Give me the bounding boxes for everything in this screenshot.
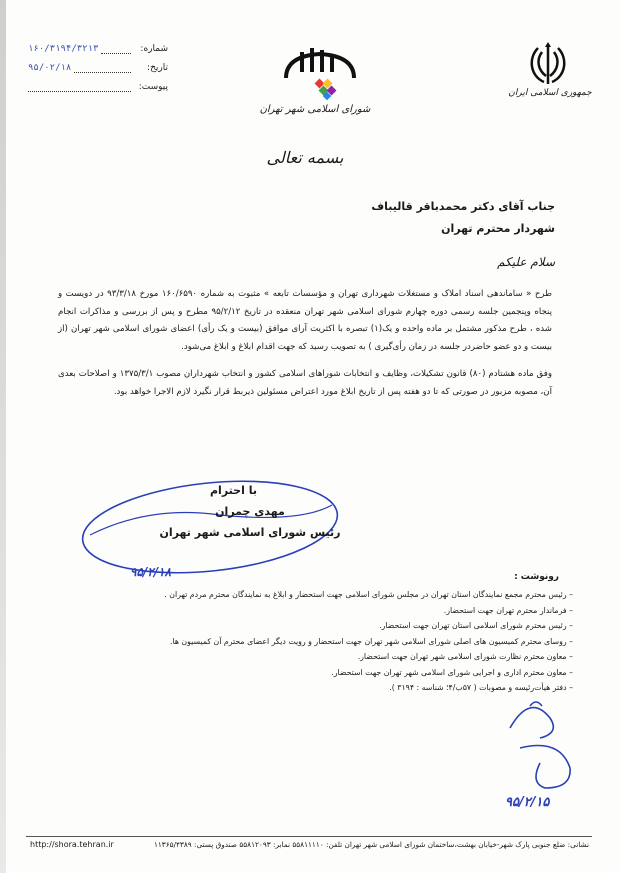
cc-item: – رئیس محترم شورای اسلامی استان تهران جهت استحضار.: [93, 618, 573, 634]
greeting: سلام علیکم: [497, 255, 555, 269]
cc-title: رونوشت :: [514, 572, 559, 582]
ref-number-row: [28, 40, 168, 59]
cc-item: – روسای محترم کمیسیون های اصلی شورای اسلامی شهر تهران جهت استحضار و رویت دیگر اعضای محترم آن کمیسیون ها.: [93, 634, 573, 650]
letter-body: [58, 286, 552, 411]
ref-date-value: ۹۵/۰۲/۱۸: [28, 63, 72, 73]
ref-number-label: شماره:: [140, 44, 168, 54]
ref-attach-row: [28, 78, 168, 97]
body-paragraph-2: وفق ماده هشتادم (۸۰) قانون تشکیلات، وظایف و انتخابات شوراهای اسلامی کشور و انتخاب شهرداران مصوب ۱۳۷۵/۳/۱ و اصلاحات بعدی آن، مصوبه مزبور در صورتی که تا دو هفته پس از تاریخ ابلاغ مورد اعتراض مسئولین ذیربط قرار نگیرد لازم الاجرا خواهد بود.: [58, 369, 552, 397]
cc-item: – رئیس محترم مجمع نمایندگان استان تهران در مجلس شورای اسلامی جهت استحضار و ابلاغ به نمایندگان محترم مردم تهران .: [93, 587, 573, 603]
scan-edge: [0, 0, 6, 873]
ref-dots: [74, 64, 131, 73]
iran-emblem-icon: [524, 40, 572, 88]
cc-item: – معاون محترم نظارت شورای اسلامی شهر تهران جهت استحضار.: [93, 649, 573, 665]
ref-date-label: تاریخ:: [147, 63, 168, 73]
cc-item: – دفتر هیأت‌رئیسه و مصوبات ( ۵۷ب/۴؛ شناسه : ۳۱۹۴ ).: [93, 680, 573, 696]
emblem-caption: جمهوری اسلامی ایران: [508, 88, 592, 98]
document-heading: بسمه تعالی: [266, 148, 344, 167]
ref-dots: [28, 83, 131, 92]
footer-divider: [26, 836, 592, 837]
addressee-name: جناب آقای دکتر محمدباقر قالیباف: [371, 200, 555, 213]
cc-item: – معاون محترم اداری و اجرایی شورای اسلامی شهر تهران جهت استحضار.: [93, 665, 573, 681]
handwritten-date: ۹۵/۲/۱۵: [505, 795, 550, 810]
ref-date-row: [28, 59, 168, 78]
handwritten-stamp-date: ۹۵/۲/۱۸: [130, 565, 171, 579]
ref-attach-label: پیوست:: [138, 82, 168, 92]
cc-list: [93, 587, 573, 696]
footer-address: نشانی: ضلع جنوبی پارک شهر-خیابان بهشت،ساختمان شورای اسلامی شهر تهران تلفن: ۵۵۸۱۱۱۱۰ نمابر: ۵۵۸۱۲۰۹۳ صندوق پستی: ۱۱۳۶۵/۴۳۸۹: [153, 840, 589, 849]
reference-block: [28, 40, 168, 97]
council-caption: شورای اسلامی شهر تهران: [259, 104, 371, 115]
footer-website-link[interactable]: http://shora.tehran.ir: [30, 840, 114, 849]
signature-regards: با احترام: [210, 484, 257, 497]
signature-title: رئیس شورای اسلامی شهر تهران: [159, 526, 341, 539]
addressee: [255, 196, 555, 240]
signature-name: مهدی چمران: [215, 505, 285, 518]
signature-block: [120, 480, 380, 543]
body-paragraph-1: طرح « ساماندهی اسناد املاک و مستغلات شهرداری تهران و مؤسسات تابعه » مثبوت به شماره ۱۶۰/۶۵۹۰ مورخ ۹۳/۳/۱۸ در دویست و پنجاه وپنجمین جلسه رسمی دوره چهارم شورای اسلامی شهر تهران منعقده در تاریخ ۹۵/۲/۱۲ مطرح و پس از بررسی و مذاکرات انجام شده ، طرح مذکور مشتمل بر ماده واحده و یک(۱) تبصره با اکثریت آرای موافق (بیست و یک رأی) اعضای شورای اسلامی شهر تهران (از بیست و دو عضو حاضردر جلسه در زمان رأی‌گیری ) به تصویب رسید که جهت اقدام ابلاغ و ابلاغ می‌شود.: [58, 289, 552, 352]
addressee-title: شهردار محترم تهران: [441, 222, 555, 235]
ref-dots: [101, 45, 131, 54]
tehran-council-logo-icon: [280, 40, 360, 100]
cc-item: – فرماندار محترم تهران جهت استحضار.: [93, 603, 573, 619]
ref-number-value: ۱۶۰/۳۱۹۴/۳۲۱۳: [28, 44, 99, 54]
